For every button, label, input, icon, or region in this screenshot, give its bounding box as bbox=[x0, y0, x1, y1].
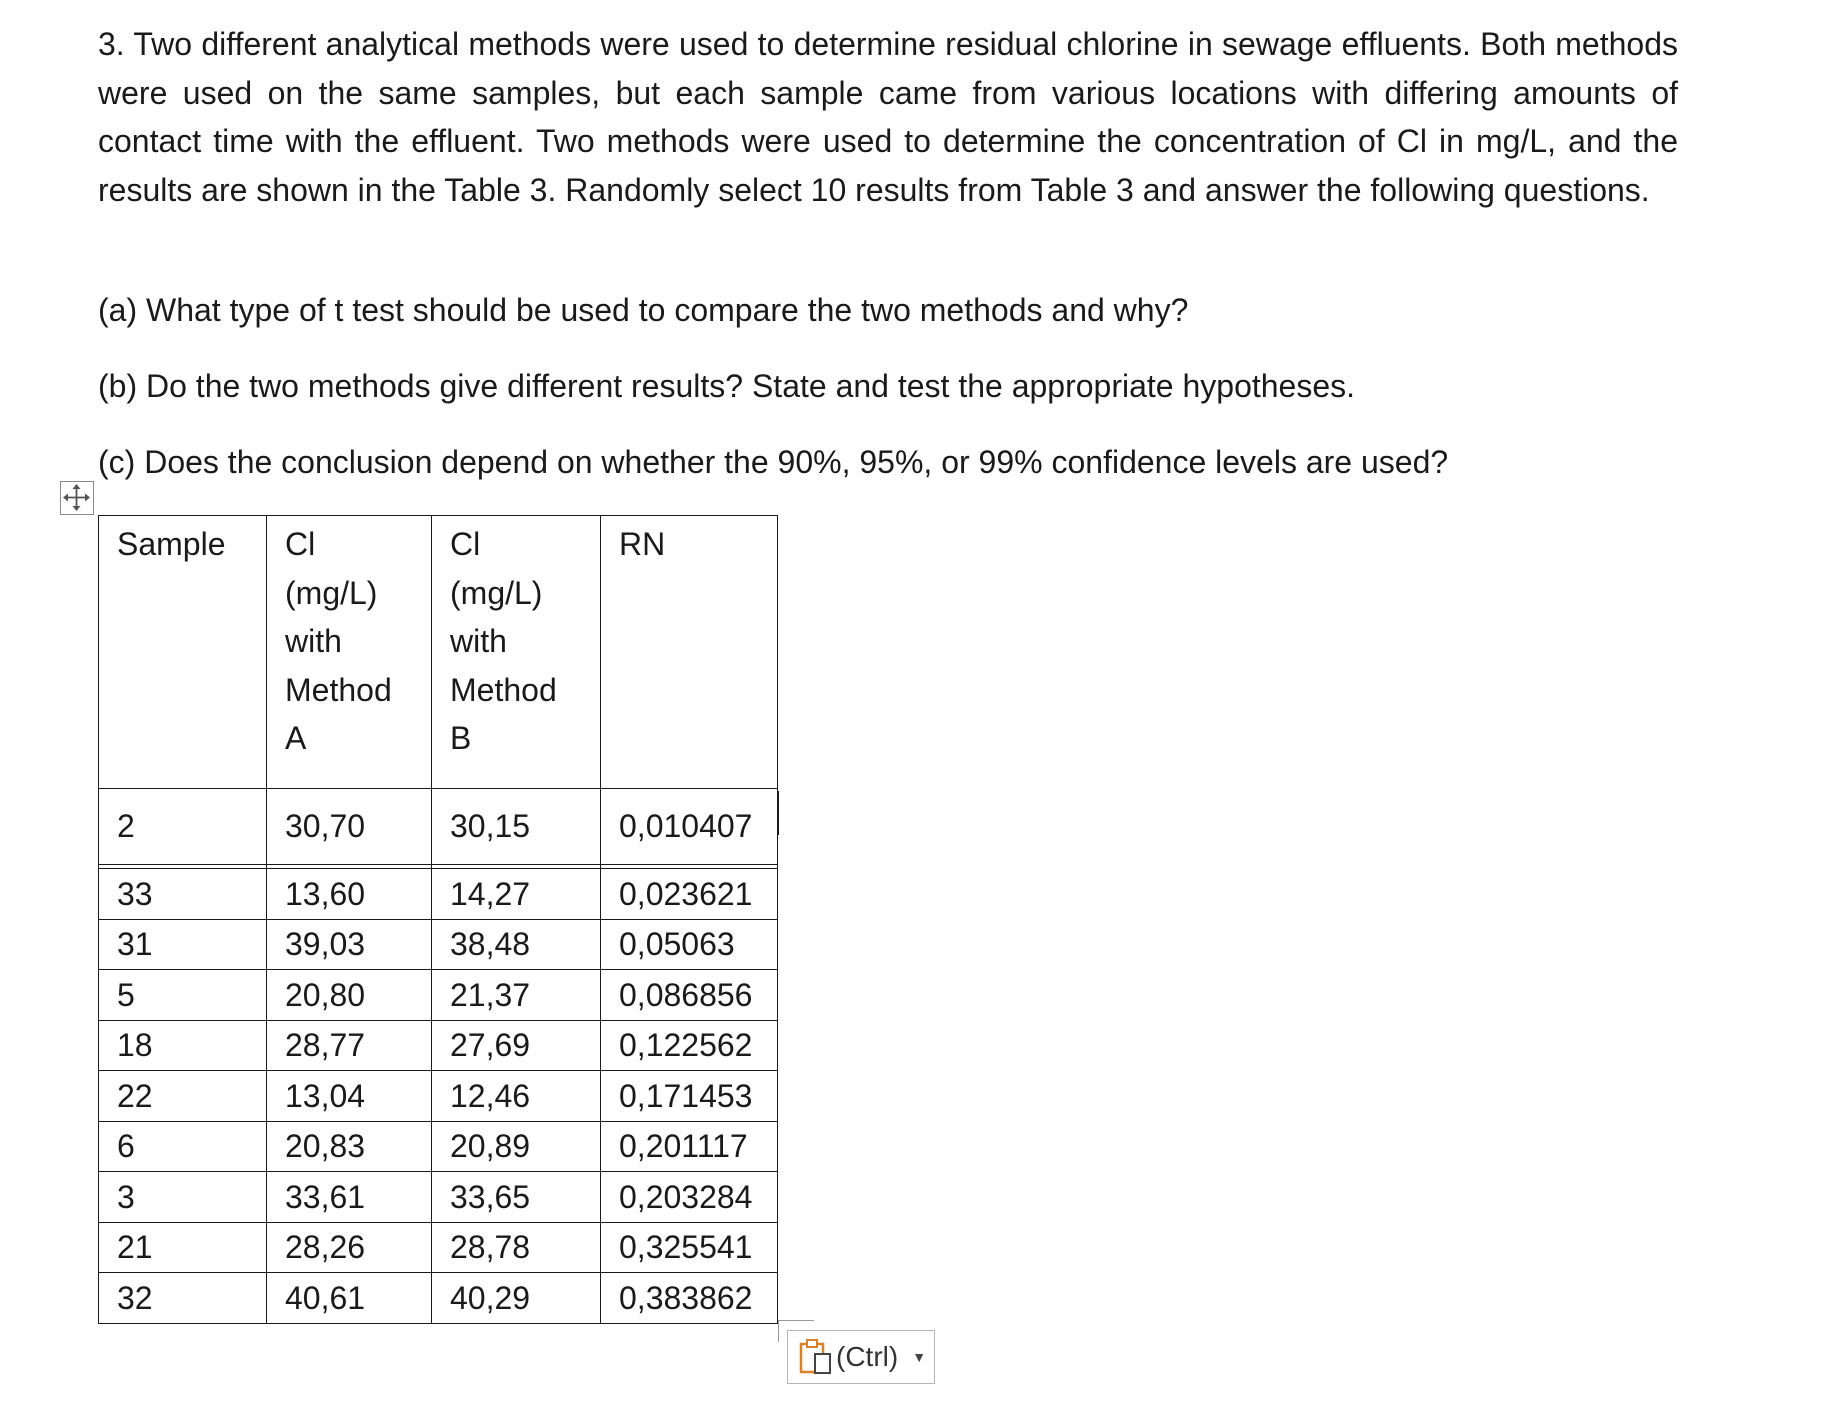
cell-method-a: 20,80 bbox=[267, 970, 432, 1021]
table-row bbox=[99, 1020, 778, 1071]
cell-rn: 0,171453 bbox=[601, 1071, 778, 1122]
cell-sample: 33 bbox=[99, 869, 267, 920]
cell-method-a: 13,60 bbox=[267, 869, 432, 920]
cell-sample: 3 bbox=[99, 1172, 267, 1223]
clipboard-paste-icon bbox=[798, 1338, 834, 1376]
cell-sample: 18 bbox=[99, 1020, 267, 1071]
table-row bbox=[99, 970, 778, 1021]
text-cursor bbox=[777, 791, 779, 835]
cell-method-b: 21,37 bbox=[432, 970, 601, 1021]
cell-method-b: 40,29 bbox=[432, 1273, 601, 1324]
cell-method-b: 14,27 bbox=[432, 869, 601, 920]
cell-rn: 0,122562 bbox=[601, 1020, 778, 1071]
cell-rn: 0,201117 bbox=[601, 1121, 778, 1172]
paste-options-label: (Ctrl) bbox=[836, 1341, 899, 1372]
cell-sample: 21 bbox=[99, 1222, 267, 1273]
cell-method-b: 20,89 bbox=[432, 1121, 601, 1172]
table-row bbox=[99, 1071, 778, 1122]
cell-rn: 0,203284 bbox=[601, 1172, 778, 1223]
cell-sample: 6 bbox=[99, 1121, 267, 1172]
question-a: (a) What type of t test should be used to compare the two methods and why? bbox=[98, 292, 1189, 328]
cell-method-b: 33,65 bbox=[432, 1172, 601, 1223]
cell-method-b: 27,69 bbox=[432, 1020, 601, 1071]
cell-method-a: 28,26 bbox=[267, 1222, 432, 1273]
cell-sample: 22 bbox=[99, 1071, 267, 1122]
table-header-row bbox=[99, 516, 778, 789]
cell-method-b: 38,48 bbox=[432, 919, 601, 970]
cell-rn: 0,086856 bbox=[601, 970, 778, 1021]
header-method-b: Cl (mg/L) with Method B bbox=[432, 516, 601, 789]
cell-method-a: 33,61 bbox=[267, 1172, 432, 1223]
document-body bbox=[98, 20, 1678, 480]
cell-rn: 0,05063 bbox=[601, 919, 778, 970]
cell-method-a: 39,03 bbox=[267, 919, 432, 970]
cell-rn: 0,325541 bbox=[601, 1222, 778, 1273]
table-row bbox=[99, 1172, 778, 1223]
cell-rn: 0,010407 bbox=[601, 789, 778, 865]
cell-sample: 32 bbox=[99, 1273, 267, 1324]
question-b: (b) Do the two methods give different results? State and test the appropriate hypotheses. bbox=[98, 368, 1356, 404]
table-row bbox=[99, 919, 778, 970]
table-row bbox=[99, 1222, 778, 1273]
cell-method-b: 12,46 bbox=[432, 1071, 601, 1122]
cell-method-a: 13,04 bbox=[267, 1071, 432, 1122]
table-row bbox=[99, 789, 778, 865]
cell-rn: 0,023621 bbox=[601, 869, 778, 920]
cell-sample: 5 bbox=[99, 970, 267, 1021]
cell-method-b: 30,15 bbox=[432, 789, 601, 865]
cell-method-b: 28,78 bbox=[432, 1222, 601, 1273]
table-move-handle[interactable] bbox=[60, 481, 94, 515]
cell-method-a: 40,61 bbox=[267, 1273, 432, 1324]
table-row bbox=[99, 1121, 778, 1172]
header-method-a: Cl (mg/L) with Method A bbox=[267, 516, 432, 789]
four-way-arrow-icon bbox=[61, 482, 92, 513]
header-sample: Sample bbox=[99, 516, 267, 789]
header-rn: RN bbox=[601, 516, 778, 789]
cell-method-a: 28,77 bbox=[267, 1020, 432, 1071]
cell-rn: 0,383862 bbox=[601, 1273, 778, 1324]
table-row bbox=[99, 869, 778, 920]
cell-sample: 31 bbox=[99, 919, 267, 970]
chlorine-results-table bbox=[98, 515, 778, 1324]
cell-method-a: 20,83 bbox=[267, 1121, 432, 1172]
paste-options-button[interactable] bbox=[787, 1330, 935, 1384]
question-c: (c) Does the conclusion depend on whether the 90%, 95%, or 99% confidence levels are used? bbox=[98, 444, 1449, 480]
cell-sample: 2 bbox=[99, 789, 267, 865]
table-row bbox=[99, 1273, 778, 1324]
caret-down-icon: ▼ bbox=[912, 1349, 927, 1365]
cell-method-a: 30,70 bbox=[267, 789, 432, 865]
problem-intro: 3. Two different analytical methods were used to determine residual chlorine in sewage effluents. Both methods were used on the same samples, but each sample came from various locations with differing amounts of contact time with the effluent. Two methods were used to determine the concentration of Cl in mg/L, and the results are shown in the Table 3. Randomly select 10 results from Table 3 and answer the following questions. bbox=[98, 26, 1678, 208]
